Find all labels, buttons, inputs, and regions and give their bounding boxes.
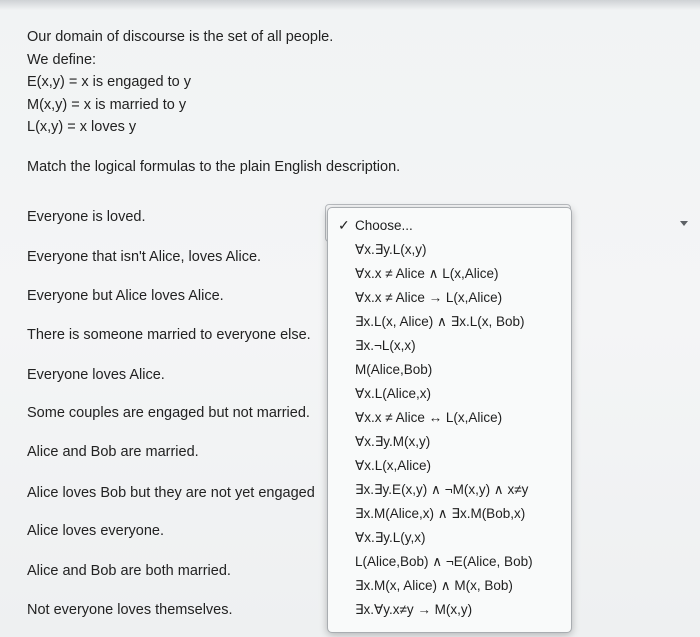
description-item: Alice loves everyone.	[27, 523, 165, 539]
dropdown-option[interactable]: ∀x.x ≠ Alice ↔ L(x,Alice)	[355, 410, 503, 425]
description-item: There is someone married to everyone else.	[27, 327, 311, 343]
chevron-down-icon[interactable]	[680, 221, 688, 226]
dropdown-option[interactable]: ∃x.∃y.E(x,y) ∧ ¬M(x,y) ∧ x≠y	[355, 482, 529, 497]
instruction: Match the logical formulas to the plain English description.	[27, 159, 401, 175]
intro-text	[27, 26, 333, 139]
description-item: Some couples are engaged but not married.	[27, 405, 310, 421]
dropdown-option[interactable]: ∀x.L(Alice,x)	[355, 386, 431, 401]
description-item: Everyone but Alice loves Alice.	[27, 288, 224, 304]
dropdown-option[interactable]: ∃x.L(x, Alice) ∧ ∃x.L(x, Bob)	[355, 314, 525, 329]
description-item: Everyone that isn't Alice, loves Alice.	[27, 249, 262, 265]
description-item: Everyone loves Alice.	[27, 367, 165, 383]
dropdown-option[interactable]: ∀x.x ≠ Alice → L(x,Alice)	[355, 290, 503, 305]
intro-line: Our domain of discourse is the set of all people.	[27, 29, 334, 45]
dropdown-option[interactable]: ∃x.M(Alice,x) ∧ ∃x.M(Bob,x)	[355, 506, 526, 521]
dropdown-option[interactable]: ∃x.¬L(x,x)	[355, 338, 416, 353]
description-item: Not everyone loves themselves.	[27, 602, 233, 618]
dropdown-option[interactable]: M(Alice,Bob)	[355, 362, 433, 377]
dropdown-option[interactable]: ∀x.∃y.L(x,y)	[355, 242, 427, 257]
top-shadow	[0, 0, 700, 10]
dropdown-option[interactable]: L(Alice,Bob) ∧ ¬E(Alice, Bob)	[355, 554, 533, 569]
dropdown-option[interactable]: ∃x.M(x, Alice) ∧ M(x, Bob)	[355, 578, 513, 593]
dropdown-menu	[327, 207, 572, 633]
dropdown-option[interactable]: ∀x.∃y.L(y,x)	[355, 530, 426, 545]
dropdown-option[interactable]: ∀x.L(x,Alice)	[355, 458, 431, 473]
description-item: Alice loves Bob but they are not yet engaged	[27, 485, 315, 501]
intro-line: E(x,y) = x is engaged to y	[27, 74, 192, 90]
dropdown-option[interactable]: ∃x.∀y.x≠y → M(x,y)	[355, 602, 473, 617]
check-icon: ✓	[338, 217, 350, 233]
description-item: Everyone is loved.	[27, 209, 146, 225]
dropdown-option[interactable]: ∀x.x ≠ Alice ∧ L(x,Alice)	[355, 266, 499, 281]
description-item: Alice and Bob are married.	[27, 444, 199, 460]
intro-line: L(x,y) = x loves y	[27, 119, 137, 135]
intro-line: M(x,y) = x is married to y	[27, 96, 187, 113]
dropdown-option[interactable]: Choose...	[355, 218, 413, 233]
dropdown-option[interactable]: ∀x.∃y.M(x,y)	[355, 434, 431, 449]
intro-line: We define:	[27, 51, 97, 68]
description-item: Alice and Bob are both married.	[27, 563, 231, 579]
